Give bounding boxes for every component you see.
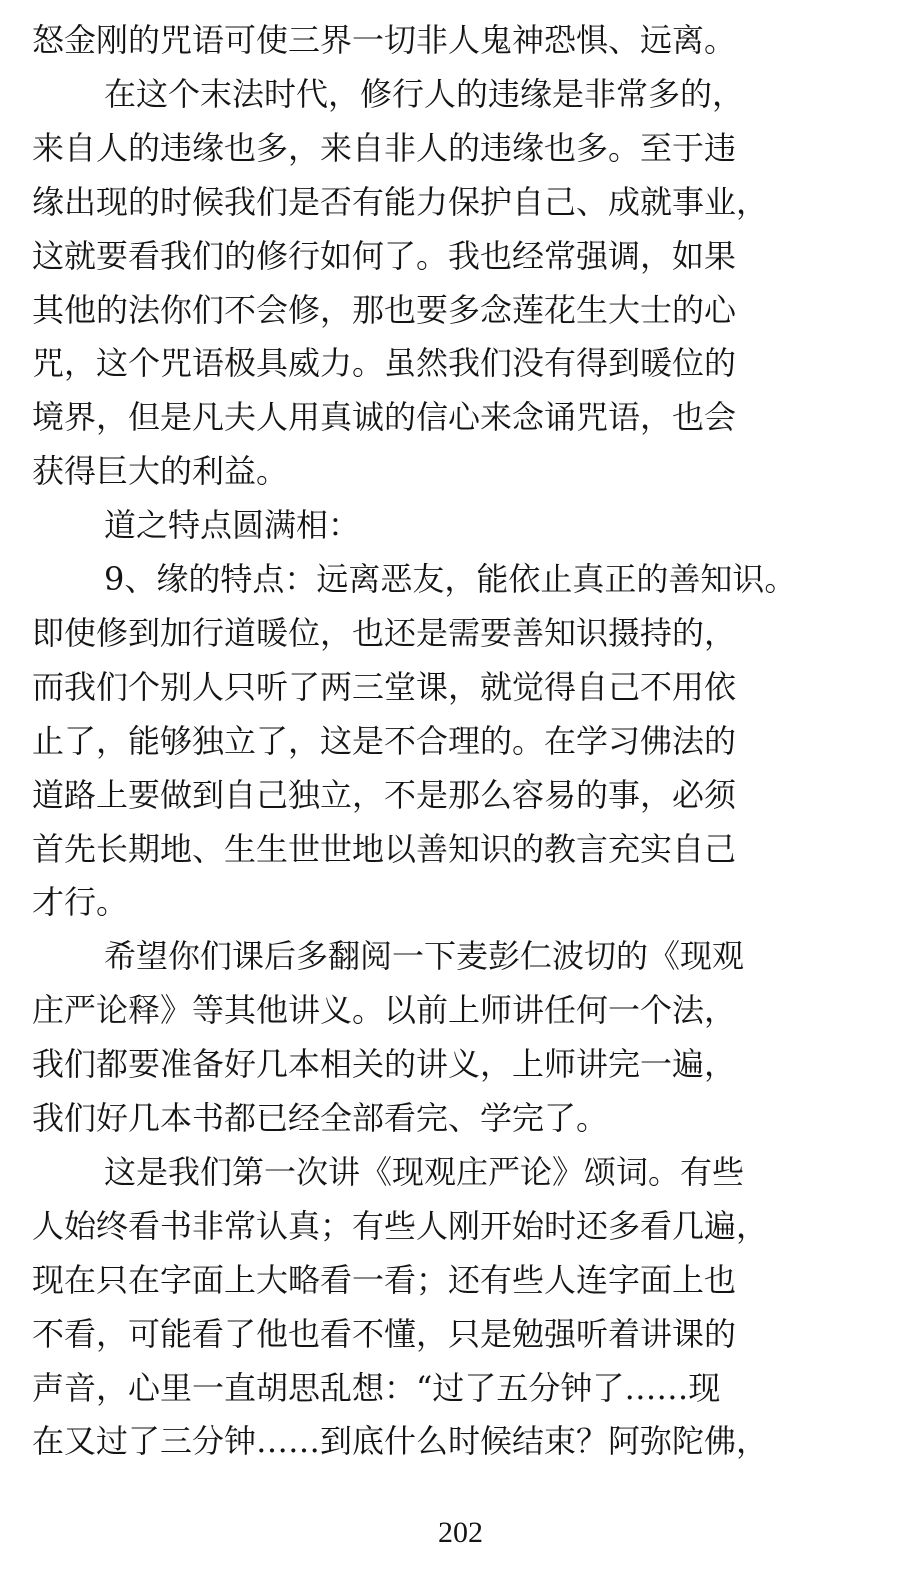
text-line: 即使修到加行道暖位，也还是需要善知识摄持的， [32,613,737,652]
text-line: 希望你们课后多翻阅一下麦彭仁波切的《现观 [104,937,745,976]
text-line: 9、缘的特点：远离恶友，能依止真正的善知识。 [104,560,797,598]
text-line: 这是我们第一次讲《现观庄严论》颂词。有些 [104,1152,745,1191]
text-line: 庄严论释》等其他讲义。以前上师讲任何一个法， [32,991,737,1030]
text-line: 在这个末法时代，修行人的违缘是非常多的， [104,74,745,113]
text-line: 咒，这个咒语极具威力。虽然我们没有得到暖位的 [32,344,737,383]
text-line: 这就要看我们的修行如何了。我也经常强调，如果 [32,236,737,275]
text-line: 境界，但是凡夫人用真诚的信心来念诵咒语，也会 [32,398,737,437]
text-line: 缘出现的时候我们是否有能力保护自己、成就事业， [32,182,769,221]
text-line: 其他的法你们不会修，那也要多念莲花生大士的心 [32,290,737,329]
text-line: 道之特点圆满相： [104,506,361,545]
text-line: 止了，能够独立了，这是不合理的。在学习佛法的 [32,721,737,760]
text-line: 怒金刚的咒语可使三界一切非人鬼神恐惧、远离。 [32,21,737,59]
text-line: 而我们个别人只听了两三堂课，就觉得自己不用依 [32,667,737,706]
text-line: 我们都要准备好几本相关的讲义，上师讲完一遍， [32,1045,737,1084]
text-line: 声音，心里一直胡思乱想：“过了五分钟了……现 [32,1368,721,1407]
text-line: 现在只在字面上大略看一看；还有些人连字面上也 [32,1260,737,1299]
text-line: 来自人的违缘也多，来自非人的违缘也多。至于违 [32,128,737,167]
text-line: 道路上要做到自己独立，不是那么容易的事，必须 [32,775,737,814]
text-line: 人始终看书非常认真；有些人刚开始时还多看几遍， [32,1206,769,1245]
page-number: 202 [438,1516,483,1549]
text-line: 首先长期地、生生世世地以善知识的教言充实自己 [32,829,737,868]
text-line: 获得巨大的利益。 [32,452,289,491]
text-line: 在又过了三分钟……到底什么时候结束？阿弥陀佛， [32,1422,769,1461]
text-line: 才行。 [32,883,129,922]
text-line: 不看，可能看了他也看不懂，只是勉强听着讲课的 [32,1314,737,1353]
text-line: 我们好几本书都已经全部看完、学完了。 [32,1099,609,1137]
